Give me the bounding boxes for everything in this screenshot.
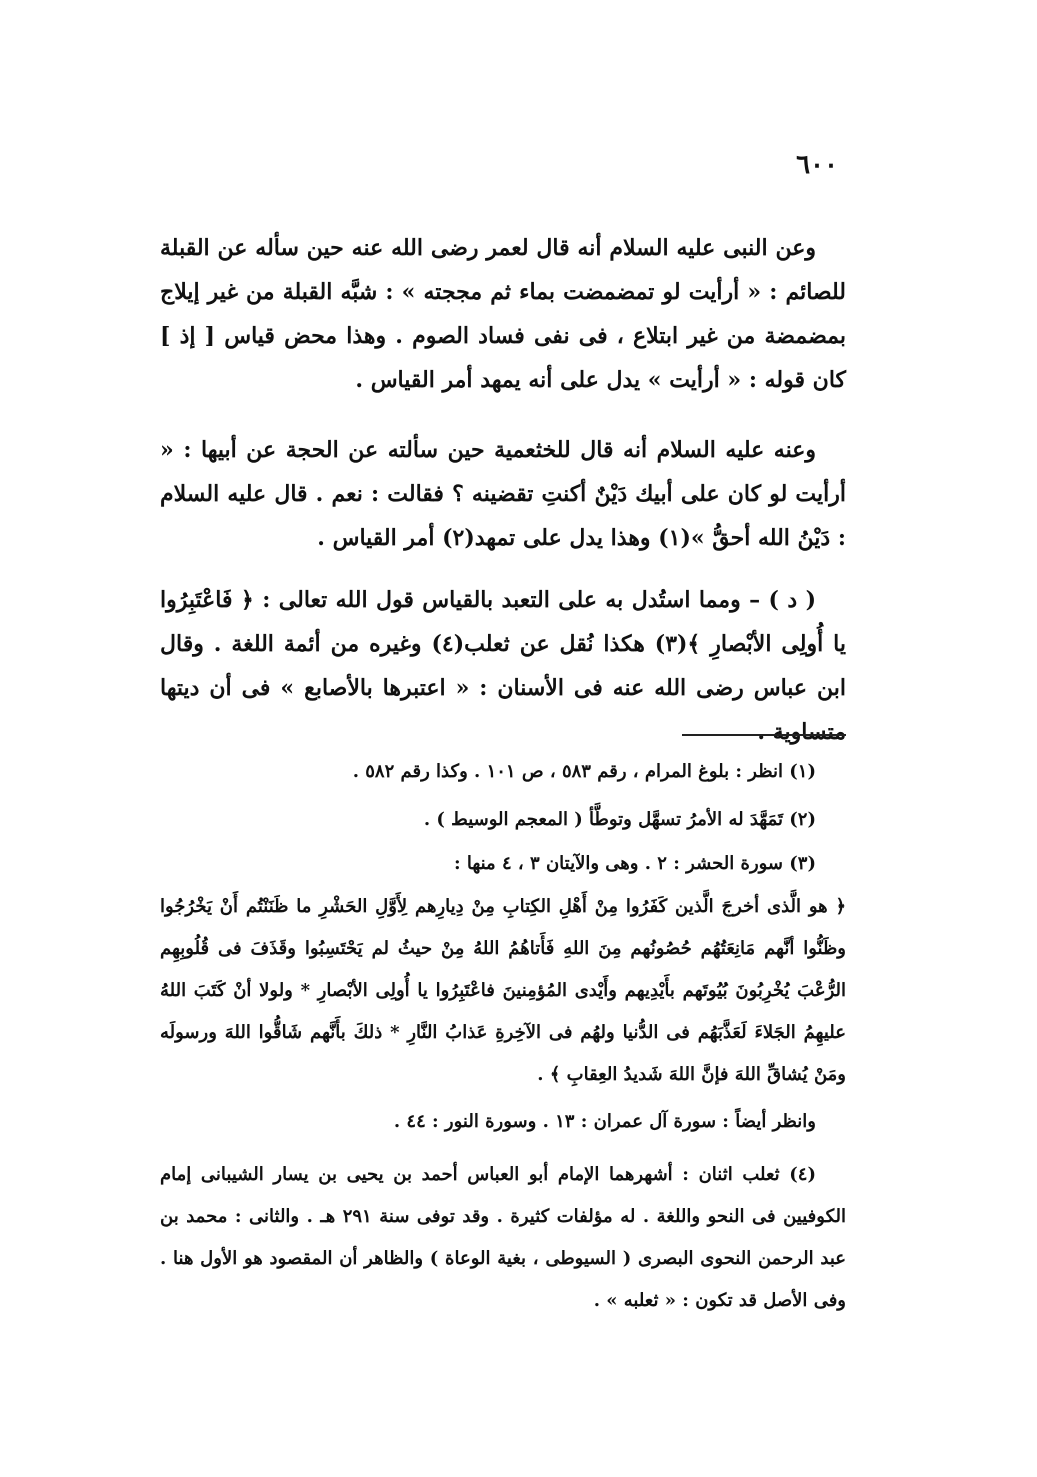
footnote-see-also [160, 1102, 846, 1142]
footnote-text: (١) انظر : بلوغ المرام ، رقم ٥٨٣ ، ص ١٠١ . وكذا رقم ٥٨٢ . [352, 761, 816, 782]
paragraph-text: وعنه عليه السلام أنه قال للخثعمية حين سألته عن الحجة عن أبيها : « أرأيت لو كان على أبيك دَيْنٌ أكنتِ تقضينه ؟ فقالت : نعم . قال عليه السلام : دَيْنُ الله أحقُّ »(١) وهذا يدل على تمهد(٢) أمر القياس . [160, 437, 846, 551]
paragraph-qibla [160, 226, 846, 402]
footnote-text: (٢) تَمَهَّدَ له الأمرُ تسهَّل وتوطَّأ ( المعجم الوسيط ) . [423, 809, 816, 830]
footnote-3 [160, 844, 846, 884]
paragraph-text: ( د ) – ومما استُدل به على التعبد بالقياس قول الله تعالى : ﴿ فَاعْتَبِرُوا يا أُولِى الأبْصارِ ﴾(٣) هكذا نُقل عن ثعلب(٤) وغيره من أئمة اللغة . وقال ابن عباس رضى الله عنه فى الأسنان : « اعتبرها بالأصابع » فى أن ديتها متساوية . [160, 587, 846, 745]
paragraph-itibar [160, 578, 846, 754]
paragraph-text: وعن النبى عليه السلام أنه قال لعمر رضى الله عنه حين سأله عن القبلة للصائم : « أرأيت لو تمضمضت بماء ثم مججته » : شبَّه القبلة من غير إيلاج بمضمضة من غير ابتلاع ، فى نفى فساد الصوم . وهذا محض قياس [ إذ ] كان قوله : « أرأيت » يدل على أنه يمهد أمر القياس . [160, 235, 846, 393]
footnote-separator [682, 734, 846, 736]
paragraph-khathamiyya [160, 428, 846, 560]
footnote-4 [160, 1154, 846, 1322]
footnote-text: (٣) سورة الحشر : ٢ . وهى والآيتان ٣ ، ٤ منها : [453, 853, 816, 874]
footnote-1 [160, 752, 846, 792]
footnote-2 [160, 800, 846, 840]
footnote-text: وانظر أيضاً : سورة آل عمران : ١٣ . وسورة النور : ٤٤ . [393, 1111, 816, 1132]
quran-verse-block [160, 886, 846, 1096]
page-number: ٦٠٠ [796, 150, 838, 180]
quran-verse-text: ﴿ هو الَّذى أخرجَ الَّذين كَفَرُوا مِنْ أَهْلِ الكِتابِ مِنْ دِيارِهم لِأَوَّلِ الحَشْرِ ما ظَنَنْتُم أَنْ يَخْرُجُوا وظَنُّوا أنَّهم مَانِعَتُهُم حُصُونُهم مِنَ اللهِ فَأَتاهُمُ اللهُ مِنْ حيثُ لم يَحْتَسِبُوا وقَذَفَ فى قُلُوبِهِم الرُّعْبَ يُخْرِبُونَ بُيُوتَهم بأَيْدِيهم وأَيْدى المُؤمِنينَ فاعْتَبِرُوا يا أُولِى الأبْصارِ * ولولا أنْ كَتَبَ اللهُ عليهِمُ الجَلاءَ لَعَذَّبَهُم فى الدُّنيا ولهُم فى الآخِرةِ عَذابُ النَّارِ * ذلكَ بأَنَّهم شَاقُّوا اللهَ ورسولَه ومَنْ يُشاقِّ اللهَ فإنَّ اللهَ شَديدُ العِقابِ ﴾ . [160, 896, 846, 1085]
footnote-text: (٤) ثعلب اثنان : أشهرهما الإمام أبو العباس أحمد بن يحيى بن يسار الشيبانى إمام الكوفيين فى النحو واللغة . له مؤلفات كثيرة . وقد توفى سنة ٢٩١ هـ . والثانى : محمد بن عبد الرحمن النحوى البصرى ( السيوطى ، بغية الوعاة ) والظاهر أن المقصود هو الأول هنا . وفى الأصل قد تكون : « ثعلبه » . [160, 1164, 846, 1311]
